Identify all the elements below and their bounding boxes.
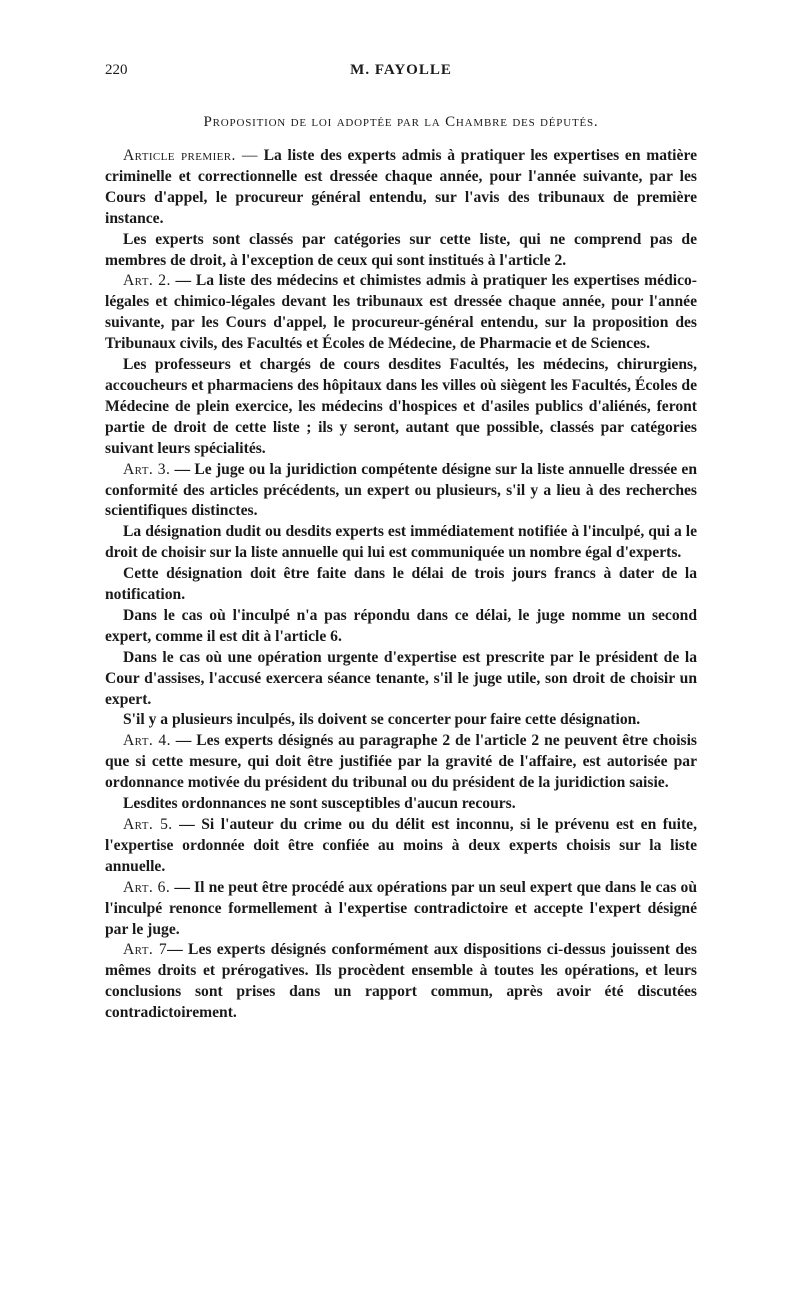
paragraph-text: — Les experts désignés au paragraphe 2 de l'article 2 ne peuvent être choisis que si cette mesure, qui doit être justifiée par la gravité de l'affaire, est autorisée par ordonnance motivée du président du tribunal ou du président de la juridiction saisie. (105, 732, 697, 792)
paragraph-text: Dans le cas où l'inculpé n'a pas répondu dans ce délai, le juge nomme un second expert, comme il est dit à l'article 6. (105, 606, 697, 645)
paragraph (105, 878, 697, 941)
paragraph (105, 271, 697, 355)
paragraph (105, 564, 697, 606)
paragraph-text: S'il y a plusieurs inculpés, ils doivent se concerter pour faire cette désignation. (123, 711, 641, 729)
paragraph-text: La liste des experts admis à pratiquer les expertises en matière criminelle et correctionnelle est dressée chaque année, pour l'année suivante, par les Cours d'appel, le procureur général entendu, sur l'avis des tribunaux de première instance. (105, 147, 697, 227)
paragraph-text: Les professeurs et chargés de cours desdites Facultés, les médecins, chirurgiens, accoucheurs et pharmaciens des hôpitaux dans les villes où siègent les Facultés, Écoles de Médecine de plein exercice, les médecins d'hospices et d'asiles publics d'aliénés, feront partie de droit de cette liste ; ils y seront, autant que possible, classés par catégories suivant leurs spécialités. (105, 356, 697, 457)
document-body (105, 146, 697, 1024)
paragraph (105, 460, 697, 523)
paragraph (105, 606, 697, 648)
article-label: Art. 6. (123, 878, 171, 896)
paragraph-text: — Les experts désignés conformément aux dispositions ci-dessus jouissent des mêmes droits et prérogatives. Ils procèdent ensemble à toutes les opérations, et leurs conclusions sont prises dans un rapport commun, après avoir été discutées contradictoirement. (105, 941, 697, 1022)
paragraph-text: — La liste des médecins et chimistes admis à pratiquer les expertises médico-légales et chimico-légales devant les tribunaux est dressée chaque année, pour l'année suivante, par les Cours d'appel, le procureur-général entendu, sur la proposition des Tribunaux civils, des Facultés et Écoles de Médecine, de Pharmacie et de Sciences. (105, 272, 697, 353)
paragraph (105, 710, 697, 731)
paragraph-text: Lesdites ordonnances ne sont susceptibles d'aucun recours. (123, 795, 516, 813)
article-label: Article premier. — (123, 147, 258, 164)
paragraph-text: Les experts sont classés par catégories sur cette liste, qui ne comprend pas de membres de droit, à l'exception de ceux qui sont institués à l'article 2. (105, 230, 697, 269)
paragraph-text: — Si l'auteur du crime ou du délit est inconnu, si le prévenu est en fuite, l'expertise ordonnée doit être confiée au moins à deux experts choisis sur la liste annuelle. (105, 816, 697, 875)
document-page (105, 62, 697, 1024)
page-number: 220 (105, 62, 128, 78)
article-label: Art. 7 (123, 941, 168, 959)
article-label: Art. 3. (123, 460, 171, 478)
page-header (105, 62, 697, 88)
paragraph-text: Cette désignation doit être faite dans le délai de trois jours francs à dater de la notification. (105, 565, 697, 604)
paragraph-text: La désignation dudit ou desdits experts est immédiatement notifiée à l'inculpé, qui a le droit de choisir sur la liste annuelle qui lui est communiquée un nombre égal d'experts. (105, 523, 697, 562)
paragraph (105, 230, 697, 272)
article-label: Art. 2. (123, 272, 171, 290)
paragraph (105, 355, 697, 460)
paragraph (105, 794, 697, 815)
paragraph-text: — Il ne peut être procédé aux opérations par un seul expert que dans le cas où l'inculpé renonce formellement à l'expertise contradictoire et accepte l'expert désigné par le juge. (105, 878, 697, 938)
article-label: Art. 4. (123, 732, 171, 750)
paragraph (105, 648, 697, 711)
paragraph-text: — Le juge ou la juridiction compétente désigne sur la liste annuelle dressée en conformité des articles précédents, un expert ou plusieurs, s'il y a lieu à des recherches scientifiques distinctes. (105, 460, 698, 520)
article-label: Art. 5. (123, 816, 173, 833)
paragraph (105, 815, 697, 878)
section-title: Proposition de loi adoptée par la Chambre des députés. (203, 114, 599, 130)
paragraph (105, 522, 697, 564)
paragraph-text: Dans le cas où une opération urgente d'expertise est prescrite par le président de la Cour d'assises, l'accusé exercera séance tenante, s'il le juge utile, son droit de choisir un expert. (105, 648, 697, 708)
paragraph (105, 146, 697, 230)
paragraph (105, 731, 697, 794)
running-head: M. FAYOLLE (350, 62, 452, 78)
paragraph (105, 940, 697, 1024)
